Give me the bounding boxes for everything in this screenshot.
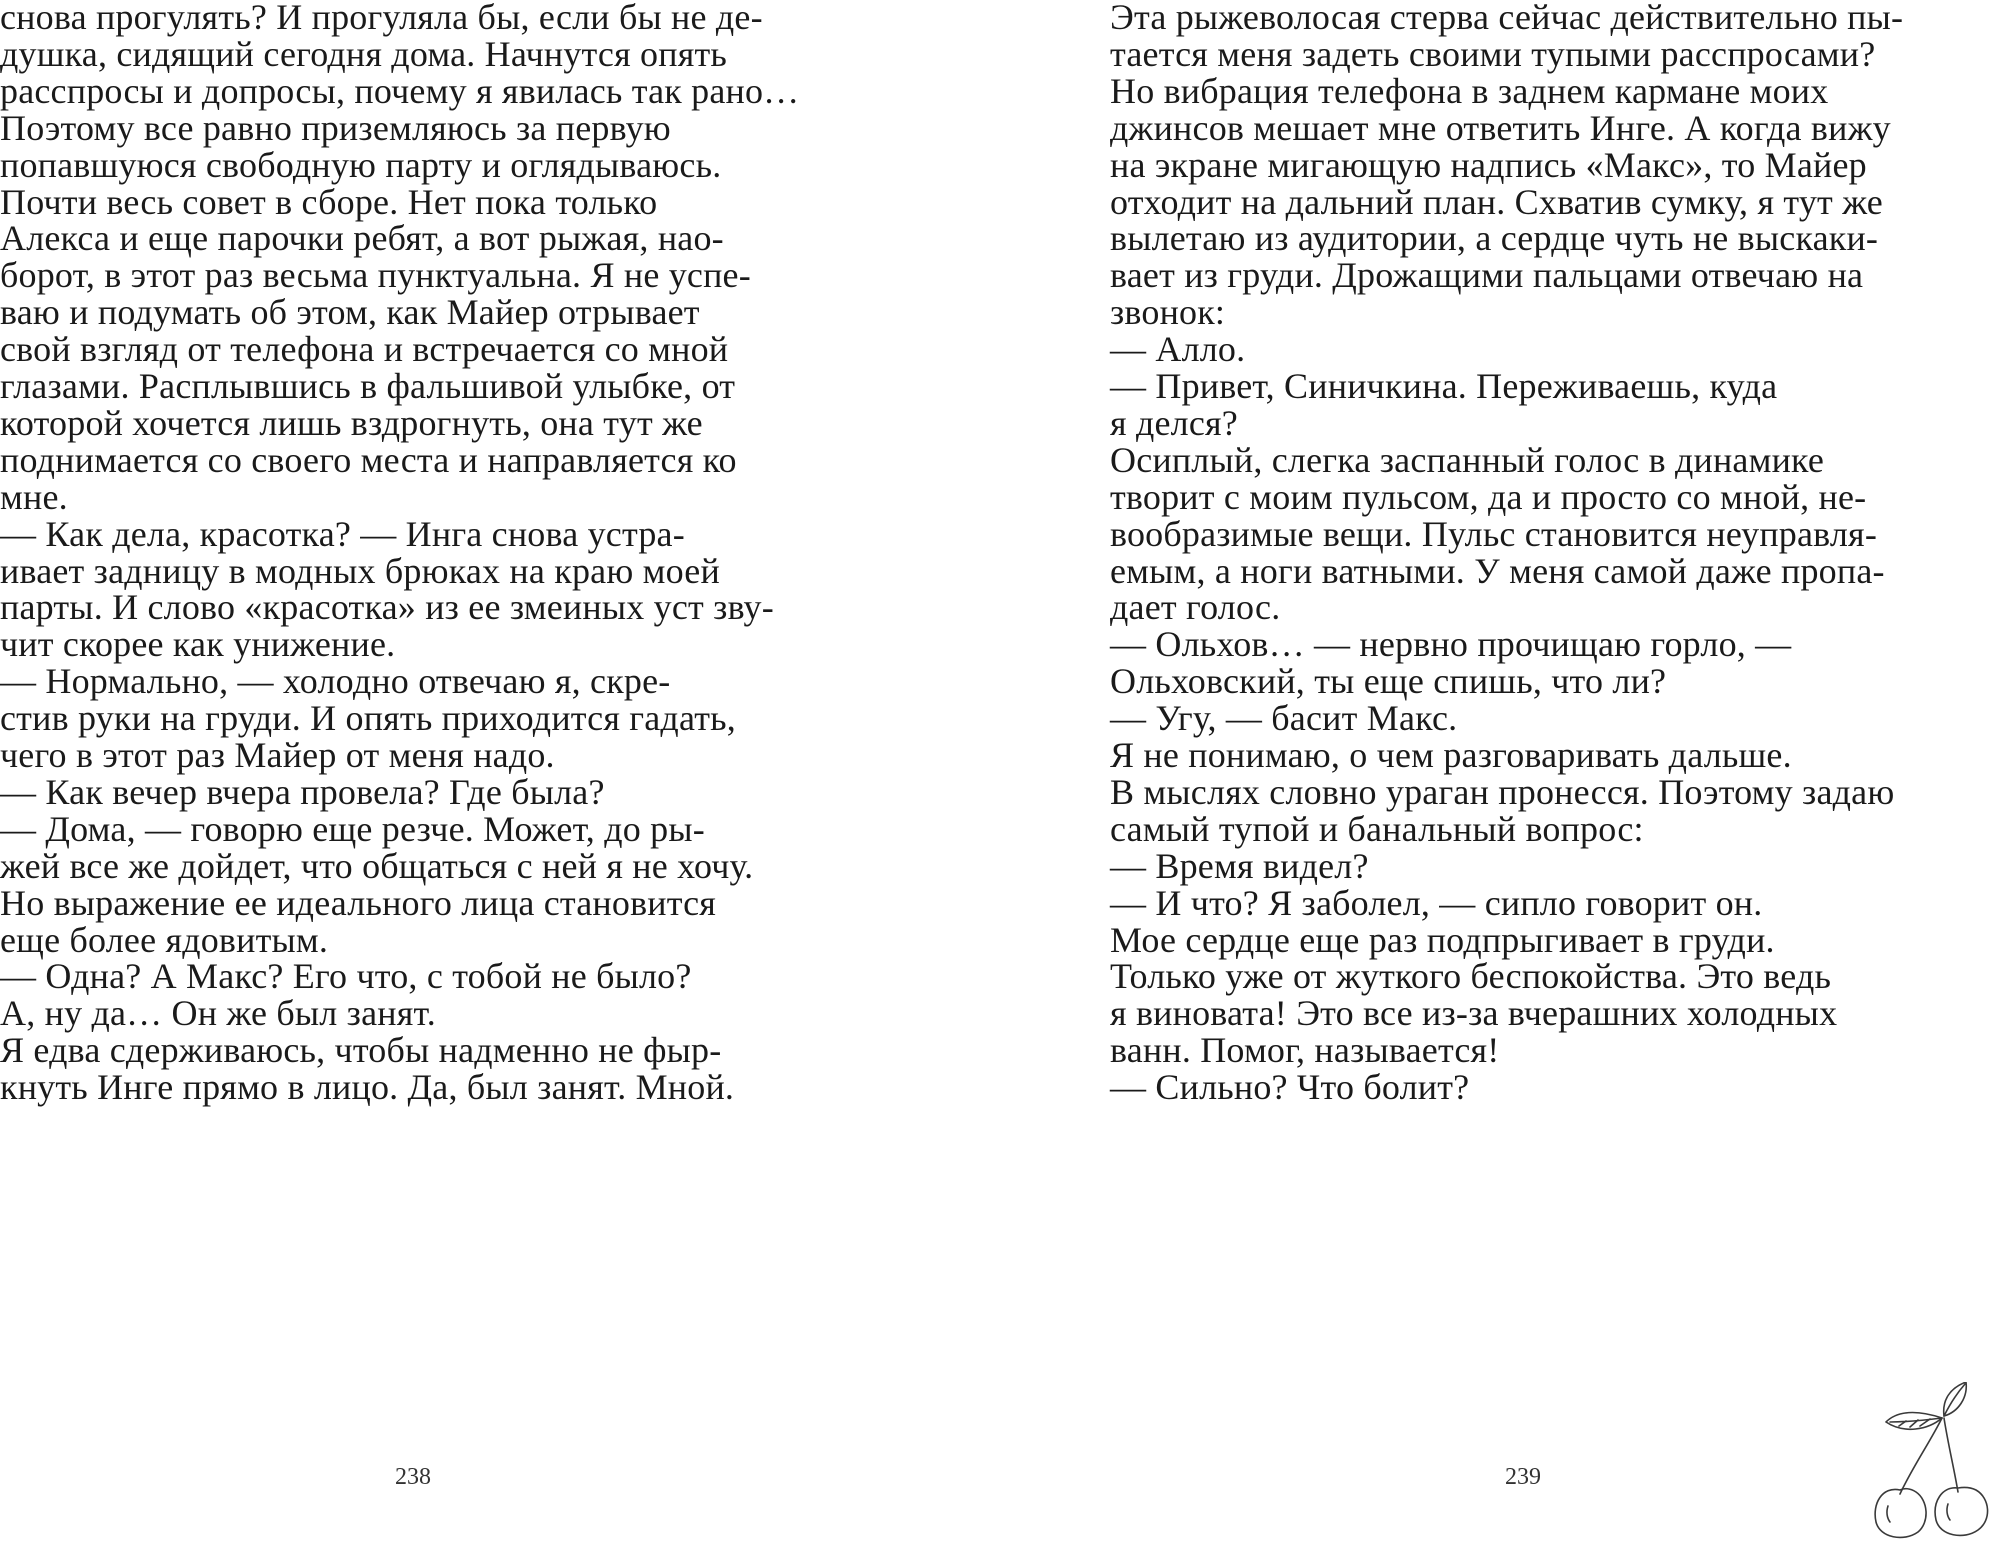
text-line: чит скорее как унижение. bbox=[0, 624, 396, 665]
text-line: — Сильно? Что болит? bbox=[1110, 1067, 1470, 1108]
left-page-number: 238 bbox=[395, 1464, 431, 1490]
right-page bbox=[1110, 0, 1936, 1543]
text-line: — И что? Я заболел, — сипло говорит он. bbox=[1110, 882, 1763, 923]
text-line: мне. bbox=[0, 476, 68, 517]
text-line: свой взгляд от телефона и встречается со мной bbox=[0, 329, 729, 370]
text-line: Почти весь совет в сборе. Нет пока только bbox=[0, 181, 658, 222]
right-page-number: 239 bbox=[1505, 1464, 1541, 1490]
text-line: Я едва сдерживаюсь, чтобы надменно не фыр- bbox=[0, 1030, 722, 1071]
text-line: В мыслях словно ураган пронесся. Поэтому задаю bbox=[1110, 771, 1895, 812]
text-line: попавшуюся свободную парту и оглядываюсь. bbox=[0, 144, 722, 185]
text-line: снова прогулять? И прогуляла бы, если бы не де- bbox=[0, 0, 763, 37]
text-line: А, ну да… Он же был занят. bbox=[0, 993, 436, 1034]
text-line: — Как вечер вчера провела? Где была? bbox=[0, 771, 605, 812]
text-line: звонок: bbox=[1110, 292, 1226, 333]
text-line: еще более ядовитым. bbox=[0, 919, 329, 960]
text-line: вообразимые вещи. Пульс становится неуправля- bbox=[1110, 513, 1878, 554]
text-line: — Нормально, — холодно отвечаю я, скре- bbox=[0, 661, 671, 702]
text-line: кнуть Инге прямо в лицо. Да, был занят. Мной. bbox=[0, 1067, 735, 1108]
text-line: глазами. Расплывшись в фальшивой улыбке, от bbox=[0, 366, 736, 406]
text-line: жей все же дойдет, что общаться с ней я не хочу. bbox=[0, 845, 754, 886]
text-line: емым, а ноги ватными. У меня самой даже пропа- bbox=[1110, 550, 1885, 591]
text-line: я делся? bbox=[1110, 402, 1238, 443]
text-line: вает из груди. Дрожащими пальцами отвечаю на bbox=[1110, 255, 1864, 296]
text-line: я виновата! Это все из-за вчерашних холодных bbox=[1110, 993, 1838, 1034]
text-line: расспросы и допросы, почему я явилась так рано… bbox=[0, 70, 800, 111]
text-line: — Время видел? bbox=[1110, 845, 1369, 886]
text-line: — Ольхов… — нервно прочищаю горло, — bbox=[1110, 624, 1792, 665]
cherry-icon bbox=[1872, 1382, 2000, 1543]
text-line: отходит на дальний план. Схватив сумку, я тут же bbox=[1110, 181, 1883, 222]
text-line: Поэтому все равно приземляюсь за первую bbox=[0, 107, 671, 148]
text-line: на экране мигающую надпись «Макс», то Майер bbox=[1110, 144, 1867, 185]
text-line: борот, в этот раз весьма пунктуальна. Я не успе- bbox=[0, 255, 751, 296]
text-line: Но вибрация телефона в заднем кармане моих bbox=[1110, 70, 1829, 111]
text-line: Осиплый, слегка заспанный голос в динамике bbox=[1110, 439, 1825, 480]
text-line: — Алло. bbox=[1110, 329, 1246, 370]
text-line: Эта рыжеволосая стерва сейчас действительно пы- bbox=[1110, 0, 1904, 37]
text-line: ванн. Помог, называется! bbox=[1110, 1030, 1500, 1071]
text-line: поднимается со своего места и направляется ко bbox=[0, 439, 737, 480]
text-line: Алекса и еще парочки ребят, а вот рыжая, нао- bbox=[0, 218, 724, 259]
text-line: Но выражение ее идеального лица становится bbox=[0, 882, 717, 923]
text-line: стив руки на груди. И опять приходится гадать, bbox=[0, 698, 736, 739]
text-line: — Как дела, красотка? — Инга снова устра- bbox=[0, 513, 685, 554]
text-line: Мое сердце еще раз подпрыгивает в груди. bbox=[1110, 919, 1775, 960]
text-line: — Одна? А Макс? Его что, с тобой не было? bbox=[0, 956, 692, 997]
text-line: вылетаю из аудитории, а сердце чуть не выскаки- bbox=[1110, 218, 1879, 259]
text-line: Ольховский, ты еще спишь, что ли? bbox=[1110, 661, 1667, 702]
text-line: джинсов мешает мне ответить Инге. А когда вижу bbox=[1110, 107, 1891, 148]
text-line: душка, сидящий сегодня дома. Начнутся опять bbox=[0, 33, 728, 74]
text-line: ивает задницу в модных брюках на краю моей bbox=[0, 550, 720, 591]
text-line: Я не понимаю, о чем разговаривать дальше. bbox=[1110, 735, 1792, 775]
text-line: — Угу, — басит Макс. bbox=[1110, 698, 1458, 739]
text-line: творит с моим пульсом, да и просто со мной, не- bbox=[1110, 476, 1867, 517]
text-line: парты. И слово «красотка» из ее змеиных уст зву- bbox=[0, 587, 774, 628]
left-page bbox=[0, 0, 826, 1543]
text-line: дает голос. bbox=[1110, 587, 1281, 628]
text-line: ваю и подумать об этом, как Майер отрывает bbox=[0, 292, 700, 333]
text-line: чего в этот раз Майер от меня надо. bbox=[0, 735, 555, 775]
text-line: — Привет, Синичкина. Переживаешь, куда bbox=[1110, 366, 1778, 406]
text-line: Только уже от жуткого беспокойства. Это ведь bbox=[1110, 956, 1832, 997]
text-line: самый тупой и банальный вопрос: bbox=[1110, 808, 1644, 849]
text-line: которой хочется лишь вздрогнуть, она тут же bbox=[0, 402, 703, 443]
text-line: тается меня задеть своими тупыми расспросами? bbox=[1110, 33, 1876, 74]
text-line: — Дома, — говорю еще резче. Может, до ры- bbox=[0, 808, 705, 849]
